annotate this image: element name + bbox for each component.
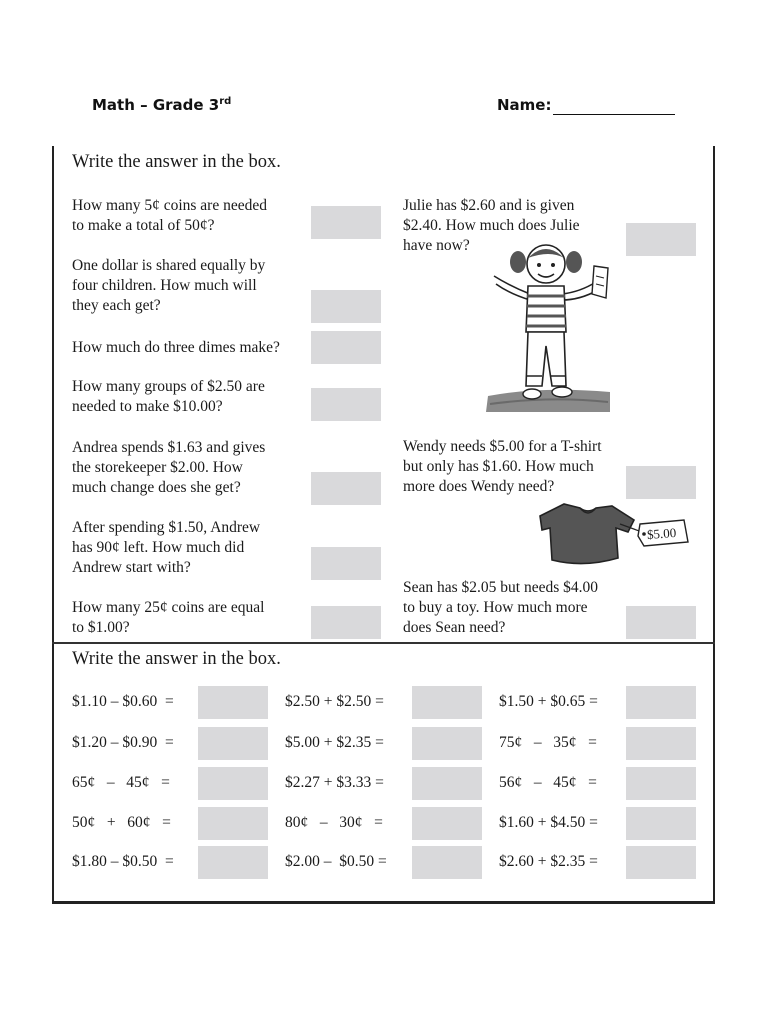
section-divider (52, 642, 715, 644)
question-left-5: Andrea spends $1.63 and gives the storekeeper $2.00. How much change does she get? (72, 439, 266, 496)
equation-answer-box[interactable] (412, 767, 482, 800)
equation-answer-box[interactable] (198, 807, 268, 840)
worksheet-title: Math – Grade 3rd (92, 96, 232, 114)
equation-answer-box[interactable] (198, 686, 268, 719)
equation: 50¢ + 60¢ = (72, 814, 171, 831)
equation: $2.60 + $2.35 = (499, 853, 598, 870)
question-right-3: Sean has $2.05 but needs $4.00 to buy a toy. How much more does Sean need? (403, 579, 599, 636)
equation-answer-box[interactable] (412, 686, 482, 719)
section1-heading: Write the answer in the box. (72, 152, 281, 172)
answer-box-left-3[interactable] (311, 331, 381, 364)
question-left-6: After spending $1.50, Andrew has 90¢ left. How much did Andrew start with? (72, 519, 261, 576)
equation: $2.27 + $3.33 = (285, 774, 384, 791)
answer-box-right-1[interactable] (626, 223, 696, 256)
equation-answer-box[interactable] (626, 767, 696, 800)
equation: 80¢ – 30¢ = (285, 814, 383, 831)
equation-answer-box[interactable] (198, 727, 268, 760)
question-left-4: How many groups of $2.50 are needed to make $10.00? (72, 378, 265, 415)
equation-answer-box[interactable] (626, 686, 696, 719)
section2-heading: Write the answer in the box. (72, 649, 281, 669)
answer-box-left-1[interactable] (311, 206, 381, 239)
equation-answer-box[interactable] (412, 807, 482, 840)
equation: 75¢ – 35¢ = (499, 734, 597, 751)
question-left-7: How many 25¢ coins are equal to $1.00? (72, 599, 265, 636)
answer-box-left-5[interactable] (311, 472, 381, 505)
answer-box-right-2[interactable] (626, 466, 696, 499)
price-tag-label: $5.00 (646, 524, 677, 543)
equation-answer-box[interactable] (626, 727, 696, 760)
question-left-3: How much do three dimes make? (72, 339, 280, 356)
equation: $1.80 – $0.50 = (72, 853, 174, 870)
equation: $2.00 – $0.50 = (285, 853, 387, 870)
equation: $1.50 + $0.65 = (499, 693, 598, 710)
equation: $1.10 – $0.60 = (72, 693, 174, 710)
equation: $1.20 – $0.90 = (72, 734, 174, 751)
answer-box-left-6[interactable] (311, 547, 381, 580)
question-right-1: Julie has $2.60 and is given $2.40. How much does Julie have now? (403, 197, 580, 254)
answer-box-left-4[interactable] (311, 388, 381, 421)
equation: $2.50 + $2.50 = (285, 693, 384, 710)
equation-answer-box[interactable] (626, 807, 696, 840)
equation: $1.60 + $4.50 = (499, 814, 598, 831)
answer-box-left-2[interactable] (311, 290, 381, 323)
equation: 56¢ – 45¢ = (499, 774, 597, 791)
equation-answer-box[interactable] (412, 727, 482, 760)
equation: $5.00 + $2.35 = (285, 734, 384, 751)
girl-holding-money-icon (480, 236, 616, 414)
name-label: Name: (497, 96, 552, 114)
question-right-2: Wendy needs $5.00 for a T-shirt but only has $1.60. How much more does Wendy need? (403, 438, 602, 495)
question-left-2: One dollar is shared equally by four children. How much will they each get? (72, 257, 266, 314)
answer-box-left-7[interactable] (311, 606, 381, 639)
name-field-line[interactable] (553, 114, 675, 115)
equation-answer-box[interactable] (412, 846, 482, 879)
answer-box-right-3[interactable] (626, 606, 696, 639)
equation-answer-box[interactable] (198, 767, 268, 800)
equation: 65¢ – 45¢ = (72, 774, 170, 791)
equation-answer-box[interactable] (198, 846, 268, 879)
equation-answer-box[interactable] (626, 846, 696, 879)
question-left-1: How many 5¢ coins are needed to make a total of 50¢? (72, 197, 267, 234)
